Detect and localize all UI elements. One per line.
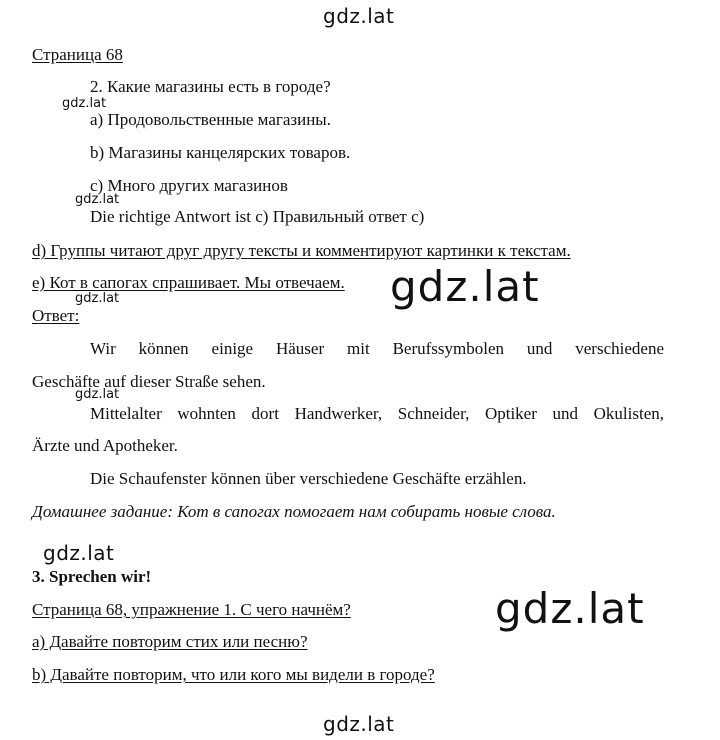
watermark-small: gdz.lat: [62, 96, 107, 111]
option-a: а) Продовольственные магазины.: [90, 110, 331, 129]
answer-line: Die richtige Antwort ist c) Правильный ответ c): [90, 207, 425, 226]
watermark-small: gdz.lat: [75, 387, 120, 402]
paragraph-line: Mittelalter wohnten dort Handwerker, Schneider, Optiker und Okulisten,: [90, 404, 664, 423]
page-heading: Страница 68: [32, 45, 123, 64]
paragraph-line: Geschäfte auf dieser Straße sehen.: [32, 372, 266, 391]
exercise-heading: Страница 68, упражнение 1. С чего начнём?: [32, 600, 351, 619]
homework-note: Домашнее задание: Кот в сапогах помогает нам собирать новые слова.: [32, 502, 556, 521]
instruction-d: d) Группы читают друг другу тексты и комментируют картинки к текстам.: [32, 241, 571, 260]
paragraph-line: Wir können einige Häuser mit Berufssymbolen und verschiedene: [90, 339, 664, 358]
exercise-option-b: b) Давайте повторим, что или кого мы видели в городе?: [32, 665, 435, 684]
watermark-small: gdz.lat: [75, 192, 120, 207]
watermark-large: gdz.lat: [390, 262, 540, 311]
paragraph-line: Die Schaufenster können über verschiedene Geschäfte erzählen.: [90, 469, 527, 488]
watermark-bottom: gdz.lat: [323, 712, 395, 736]
watermark-top: gdz.lat: [323, 4, 395, 28]
section-title: 3. Sprechen wir!: [32, 567, 152, 586]
instruction-e: e) Кот в сапогах спрашивает. Мы отвечаем.: [32, 273, 345, 292]
question-text: 2. Какие магазины есть в городе?: [90, 77, 331, 96]
option-c: c) Много других магазинов: [90, 176, 288, 195]
answer-label: Ответ:: [32, 306, 80, 325]
watermark-large: gdz.lat: [495, 584, 645, 633]
exercise-option-a: а) Давайте повторим стих или песню?: [32, 632, 308, 651]
option-b: b) Магазины канцелярских товаров.: [90, 143, 351, 162]
paragraph-line: Ärzte und Apotheker.: [32, 436, 178, 455]
watermark-mid: gdz.lat: [43, 541, 115, 565]
watermark-small: gdz.lat: [75, 291, 120, 306]
